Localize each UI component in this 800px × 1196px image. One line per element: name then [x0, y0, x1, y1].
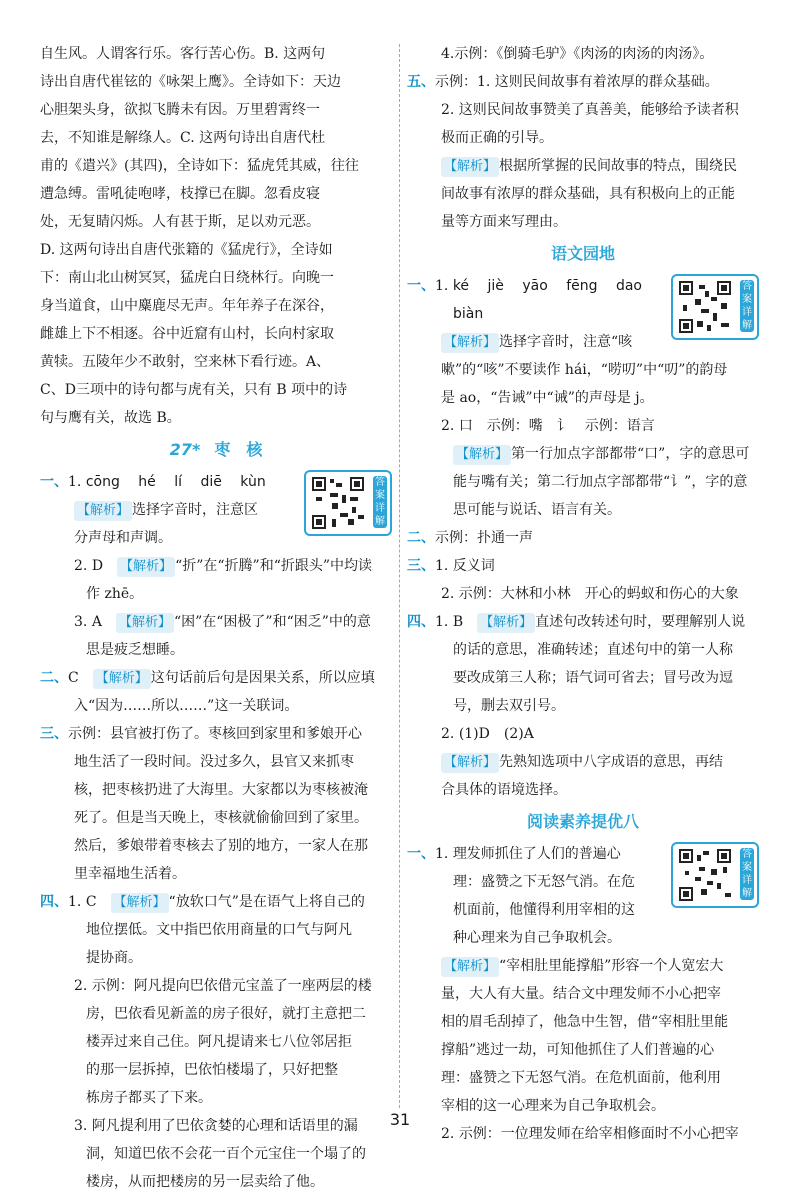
analysis-line: 是 ao，“告诫”中“诫”的声母是 j。	[441, 390, 654, 406]
analysis-line: 量等方面来写理由。	[441, 214, 567, 230]
answer-text: 理发师抓住了人们的普遍心	[452, 846, 621, 862]
item-num: 3.	[74, 1118, 88, 1134]
analysis-line: 地位摆低。文中指巴依用商量的口气与阿凡	[86, 922, 352, 938]
answer-line	[40, 888, 392, 916]
answer-line: 的那一层拆掉，巴依怕楼塌了，只好把整	[86, 1062, 338, 1078]
answer-text: 口 示例：嘴 讠 示例：语言	[458, 418, 655, 434]
answer-choice: D	[91, 558, 104, 574]
analysis-text: “宰相肚里能撑船”形容一个人宽宏大	[499, 958, 724, 974]
analysis-text: 这句话前后句是因果关系，所以应填	[150, 670, 375, 686]
right-column	[407, 40, 759, 1148]
answer-choice: (1)D (2)A	[458, 726, 534, 742]
page-number: 31	[389, 1110, 411, 1129]
question-marker: 一、	[407, 278, 435, 294]
column-divider	[399, 44, 400, 1108]
answer-line: 理：盛赞之下无怒气消。在危	[453, 874, 635, 890]
left-column	[40, 40, 392, 1196]
analysis-tag: 【解析】	[111, 893, 169, 913]
answer-line	[407, 40, 759, 68]
lesson-q3	[40, 720, 392, 888]
text-line: 心胆架头身，欲拟飞腾未有因。万里碧霄终一	[40, 102, 320, 118]
analysis-line: 嗽”的“咳”不要读作 hái，“唠叨”中“叨”的韵母	[441, 362, 728, 378]
analysis-line: 间故事有浓厚的群众基础，具有积极向上的正能	[441, 186, 735, 202]
qr-code[interactable]	[671, 274, 759, 340]
analysis-text: “放软口气”是在语气上将自己的	[168, 894, 365, 910]
analysis-line: 相的眉毛刮掉了，他急中生智，借“宰相肚里能	[441, 1014, 729, 1030]
section-title-garden: 语文园地	[550, 244, 615, 263]
answer-text: 示例：1. 这则民间故事有着浓厚的群众基础。	[435, 74, 719, 90]
item-num: 1.	[435, 846, 449, 862]
pinyin-answer: cōng hé lí diē kùn	[85, 474, 266, 490]
answer-line: 死了。但是当天晚上，枣核就偷偷回到了家里。	[74, 810, 368, 826]
answer-line: 核，把枣核扔进了大海里。大家都以为枣核被淹	[74, 782, 368, 798]
analysis-line	[407, 748, 759, 776]
analysis-line: 撑船”逃过一劫，可知他抓住了人们普遍的心	[441, 1042, 715, 1058]
lesson-number: 27*	[169, 440, 201, 459]
answer-choice: A	[91, 614, 102, 630]
lesson-q2	[40, 664, 392, 720]
analysis-line: 思可能与说话、语言有关。	[453, 502, 621, 518]
lesson-q4	[40, 888, 392, 1196]
lesson-title	[40, 434, 392, 466]
analysis-line: 的话的意思，准确转述；直述句中的第一人称	[453, 642, 733, 658]
qr-label: 答案详解	[375, 477, 385, 527]
analysis-line: 分声母和声调。	[74, 530, 172, 546]
analysis-line	[407, 152, 759, 180]
answer-line: 里幸福地生活着。	[74, 866, 186, 882]
text-line: C、D三项中的诗句都与虎有关，只有 B 项中的诗	[40, 382, 348, 398]
question-marker: 三、	[407, 558, 435, 574]
section-title-reading: 阅读素养提优八	[526, 812, 639, 831]
text-line: 甫的《遣兴》(其四)，全诗如下：猛虎凭其威，往往	[40, 158, 359, 174]
analysis-tag: 【解析】	[93, 669, 151, 689]
analysis-line: 合具体的语境选择。	[441, 782, 567, 798]
answer-line: 然后，爹娘带着枣核去了别的地方，一家人在那	[74, 838, 368, 854]
item-num: 1.	[435, 614, 449, 630]
answer-line: 2. 这则民间故事赞美了真善美，能够给予读者积	[441, 102, 739, 118]
analysis-line: 思是疲乏想睡。	[86, 642, 184, 658]
answer-line: 楼弄过来自己住。阿凡提请来七八位邻居拒	[86, 1034, 352, 1050]
answer-line	[40, 664, 392, 692]
analysis-text: 第一行加点字部都带“口”，字的意思可	[511, 446, 750, 462]
analysis-tag: 【解析】	[117, 557, 175, 577]
answer-line	[40, 608, 392, 636]
answer-choice: C	[68, 670, 79, 686]
item-num: 2.	[74, 558, 88, 574]
qr-pattern-icon	[679, 281, 737, 333]
analysis-line: 能与嘴有关；第二行加点字部都带“讠”，字的意	[453, 474, 748, 490]
qr-code[interactable]	[671, 842, 759, 908]
answer-text: 1. 反义词	[435, 558, 495, 574]
item-num: 4.	[441, 46, 455, 62]
qr-code[interactable]	[304, 470, 392, 536]
answer-text: 示例：《倒骑毛驴》《肉汤的肉汤的肉汤》。	[454, 46, 714, 62]
question-marker: 三、	[40, 726, 68, 742]
analysis-tag: 【解析】	[477, 613, 535, 633]
question-marker: 四、	[40, 894, 68, 910]
analysis-text: 先熟知选项中八字成语的意思，再结	[499, 754, 724, 770]
text-line: 下：南山北山树冥冥，猛虎白日绕林行。向晚一	[40, 270, 334, 286]
text-line: 遭急缚。雷吼徒咆哮，枝撑已在脚。忽看皮寝	[40, 186, 320, 202]
text-line: D. 这两句诗出自唐代张籍的《猛虎行》，全诗如	[40, 242, 333, 258]
answer-line	[407, 608, 759, 636]
lesson-name: 枣 核	[214, 440, 263, 459]
answer-choice: B	[452, 614, 464, 630]
answer-line: 2. 示例：大林和小林 开心的蚂蚁和伤心的大象	[441, 586, 739, 602]
qr-pattern-icon	[679, 849, 737, 901]
analysis-line: 号，删去双引号。	[453, 698, 565, 714]
item-num: 2.	[441, 726, 455, 742]
question-marker: 五、	[407, 74, 435, 90]
question-marker: 一、	[407, 846, 435, 862]
analysis-line: 理：盛赞之下无怒气消。在危机面前，他利用	[441, 1070, 721, 1086]
prev-lesson-tail	[407, 40, 759, 236]
item-num: 2.	[441, 418, 455, 434]
garden-q2	[407, 524, 759, 552]
item-num: 3.	[74, 614, 88, 630]
text-line: 去，不知谁是解绦人。C. 这两句诗出自唐代杜	[40, 130, 326, 146]
answer-line: 地生活了一段时间。没过多久，县官又来抓枣	[74, 754, 354, 770]
answer-line: 栋房子都买了下来。	[86, 1090, 212, 1106]
answer-line	[40, 972, 392, 1000]
answer-text: 阿凡提利用了巴依贪婪的心理和话语里的漏	[91, 1118, 358, 1134]
answer-text: 示例：一位理发师在给宰相修面时不小心把宰	[458, 1126, 739, 1142]
analysis-tag: 【解析】	[116, 613, 174, 633]
analysis-tag: 【解析】	[441, 957, 499, 977]
text-line: 雌雄上下不相逐。谷中近窟有山村，长向村家取	[40, 326, 334, 342]
text-line: 诗出自唐代崔铉的《咏架上鹰》。全诗如下：天边	[40, 74, 341, 90]
answer-line	[40, 720, 392, 748]
text-line: 身当道食，山中麋鹿尽无声。年年养子在深谷，	[40, 298, 334, 314]
answer-text: 示例：阿凡提向巴依借元宝盖了一座两层的楼	[91, 978, 372, 994]
question-marker: 一、	[40, 474, 68, 490]
answer-line: 楼房，从而把楼房的另一层卖给了他。	[86, 1174, 324, 1190]
analysis-tag: 【解析】	[441, 753, 499, 773]
answer-line	[407, 552, 759, 580]
reading-q1	[407, 840, 759, 1148]
answer-line	[407, 412, 759, 440]
item-num: 1.	[68, 474, 82, 490]
question-marker: 二、	[40, 670, 68, 686]
pinyin-answer: biàn	[453, 306, 484, 322]
answer-line: 房，巴依看见新盖的房子很好，就打主意把二	[86, 1006, 366, 1022]
text-line: 句与鹰有关，故选 B。	[40, 410, 181, 426]
lesson-q1	[40, 468, 392, 664]
answer-line	[407, 68, 759, 96]
analysis-line: 提协商。	[86, 950, 142, 966]
analysis-tag: 【解析】	[74, 501, 132, 521]
analysis-text: “困”在“困极了”和“困乏”中的意	[173, 614, 371, 630]
analysis-line	[407, 952, 759, 980]
analysis-tag: 【解析】	[453, 445, 511, 465]
analysis-text: 选择字音时，注意“咳	[499, 334, 633, 350]
answer-line: 机面前，他懂得利用宰相的这	[453, 902, 635, 918]
analysis-tag: 【解析】	[441, 333, 499, 353]
question-marker: 二、	[407, 530, 435, 546]
answer-line	[407, 720, 759, 748]
text-line: 自生风。人谓客行乐。客行苦心伤。B. 这两句	[40, 46, 326, 62]
garden-q4	[407, 608, 759, 804]
analysis-line: 要改成第三人称；语气词可省去；冒号改为逗	[453, 670, 733, 686]
text-line: 处，无复睛闪烁。人有甚于斯，足以劝元恶。	[40, 214, 320, 230]
garden-q1	[407, 272, 759, 524]
analysis-line: 宰相的这一心理来为自己争取机会。	[441, 1098, 665, 1114]
answer-text: 示例：扑通一声	[435, 530, 533, 546]
qr-label: 答案详解	[742, 849, 752, 899]
item-num: 1.	[68, 894, 82, 910]
analysis-line: 作 zhē。	[86, 586, 144, 602]
garden-q3	[407, 552, 759, 608]
answer-line	[40, 552, 392, 580]
answer-line: 洞，知道巴依不会花一百个元宝住一个塌了的	[86, 1146, 366, 1162]
pinyin-answer: ké jiè yāo fēng dao	[452, 278, 642, 294]
analysis-text: 选择字音时，注意区	[132, 502, 259, 518]
analysis-line	[407, 440, 759, 468]
analysis-text: 根据所掌握的民间故事的特点，围绕民	[499, 158, 738, 174]
text-line: 黄犊。五陵年少不敢射，空来林下看行迹。A、	[40, 354, 331, 370]
analysis-text: “折”在“折腾”和“折跟头”中均读	[175, 558, 373, 574]
answer-line: 极而正确的引导。	[441, 130, 553, 146]
answer-text: 示例：县官被打伤了。枣核回到家里和爹娘开心	[68, 726, 362, 742]
analysis-text: 直述句改转述句时，要理解别人说	[535, 614, 746, 630]
item-num: 1.	[435, 278, 449, 294]
qr-label: 答案详解	[742, 281, 752, 331]
continuation-text	[40, 40, 392, 432]
answer-choice: C	[85, 894, 97, 910]
qr-pattern-icon	[312, 477, 370, 529]
analysis-tag: 【解析】	[441, 157, 499, 177]
item-num: 2.	[74, 978, 88, 994]
question-marker: 四、	[407, 614, 435, 630]
analysis-line: 量，大人有大量。结合文中理发师不小心把宰	[441, 986, 721, 1002]
answer-line: 种心理来为自己争取机会。	[453, 930, 621, 946]
item-num: 2.	[441, 1126, 455, 1142]
analysis-line: 入“因为……所以……”这一关联词。	[74, 698, 299, 714]
